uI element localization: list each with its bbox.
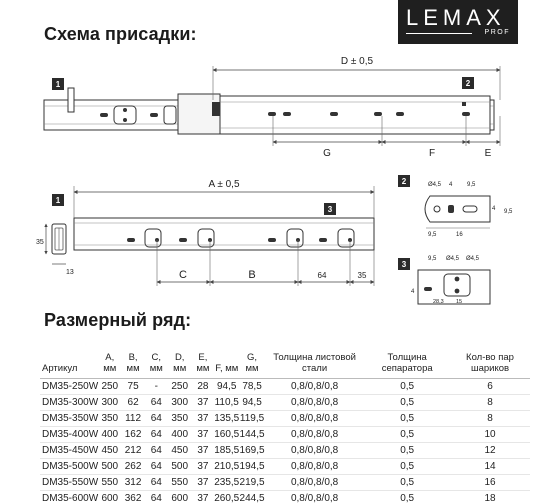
table-cell: 244,5 [239,490,265,504]
table-cell: 194,5 [239,458,265,474]
col-article: Артикул [40,338,98,378]
table-cell: 0,5 [364,394,450,410]
table-cell: 28 [192,378,215,394]
table-cell: 0,8/0,8/0,8 [265,458,365,474]
table-cell: 144,5 [239,426,265,442]
table-cell: 94,5 [239,394,265,410]
d3-dim-1: 9,5 [428,256,437,262]
badge-1-mid-label: 1 [55,196,61,205]
table-cell: 64 [145,442,168,458]
table-cell: 160,5 [214,426,239,442]
table-cell: 235,5 [214,474,239,490]
table-cell: 64 [145,458,168,474]
d3-dim-4: 4 [411,289,415,295]
table-cell: 12 [450,442,530,458]
table-cell: 8 [450,394,530,410]
table-cell: 0,8/0,8/0,8 [265,378,365,394]
logo-sub: PROF [484,29,510,36]
dimension-d [213,56,500,100]
logo-brand: LEMAX [406,5,506,30]
table-cell: 94,5 [214,378,239,394]
table-cell: 250 [168,378,192,394]
table-row [40,426,530,442]
table-cell: 0,5 [364,490,450,504]
badge-2-detail [398,175,410,187]
table-cell: 0,5 [364,474,450,490]
dim-64-label: 64 [317,271,327,280]
dim-d-label: D ± 0,5 [340,56,374,67]
table-cell: 64 [145,426,168,442]
table-cell: 210,5 [214,458,239,474]
assembled-slide [44,88,494,134]
badge-3-detail [398,258,410,270]
table-row [40,442,530,458]
d2-dim-1: Ø4,5 [428,182,442,188]
table-cell: 250 [98,378,121,394]
dim-e-label: E [484,148,492,159]
table-cell: 162 [121,426,144,442]
table-cell: 64 [145,410,168,426]
table-cell: 550 [168,474,192,490]
col-e: E, мм [192,338,215,378]
table-cell: DM35-500W [40,458,98,474]
table-cell: 550 [98,474,121,490]
table-cell: 16 [450,474,530,490]
table-cell: 400 [98,426,121,442]
table-cell: 219,5 [239,474,265,490]
table-cell: 0,5 [364,410,450,426]
col-b: B, мм [121,338,144,378]
table-cell: 112 [121,410,144,426]
table-cell: 119,5 [239,410,265,426]
table-cell: 0,5 [364,442,450,458]
table-cell: 75 [121,378,144,394]
table-cell: - [145,378,168,394]
table-cell: 362 [121,490,144,504]
col-c: C, мм [145,338,168,378]
table-cell: 350 [98,410,121,426]
table-row [40,394,530,410]
col-steel: Толщина листовой стали [265,338,365,378]
d2-dim-2: 4 [449,182,453,188]
d2-dim-3: 9,5 [467,182,476,188]
table-cell: 6 [450,378,530,394]
table-cell: 600 [168,490,192,504]
d3-dim-2: Ø4,5 [446,256,460,262]
table-cell: 110,5 [214,394,239,410]
badge-2-top-label: 2 [465,79,471,88]
detail-2 [425,182,513,238]
table-cell: 37 [192,442,215,458]
table-cell: 0,5 [364,378,450,394]
table-cell: 450 [168,442,192,458]
inner-rail [74,218,374,250]
d3-dim-5: 28,3 [433,299,444,305]
side-profile [36,224,74,276]
table-cell: 64 [145,490,168,504]
badge-3-mid-label: 3 [327,205,333,214]
table-cell: 185,5 [214,442,239,458]
table-row [40,458,530,474]
table-cell: 0,8/0,8/0,8 [265,410,365,426]
table-cell: 400 [168,426,192,442]
table-cell: 18 [450,490,530,504]
d2-dim-5: 9,5 [504,209,513,215]
badge-1-top [52,78,64,90]
table-cell: 64 [145,474,168,490]
d3-dim-6: 15 [456,299,463,305]
table-cell: 0,8/0,8/0,8 [265,442,365,458]
dim-a-label: A ± 0,5 [208,179,240,190]
sizes-heading: Размерный ряд: [44,310,192,330]
badge-1-mid [52,194,64,206]
table-cell: 0,8/0,8/0,8 [265,490,365,504]
table-cell: DM35-450W [40,442,98,458]
table-cell: 37 [192,410,215,426]
table-cell: 300 [98,394,121,410]
col-g: G, мм [239,338,265,378]
d2-dim-4: 4 [492,206,496,212]
table-cell: 0,5 [364,458,450,474]
badge-2-top [462,77,474,89]
badge-2-detail-label: 2 [401,177,407,186]
badge-1-top-label: 1 [55,80,61,89]
table-cell: 14 [450,458,530,474]
table-cell: 37 [192,458,215,474]
table-cell: 0,8/0,8/0,8 [265,474,365,490]
badge-3-mid [324,203,336,215]
table-cell: 10 [450,426,530,442]
col-d: D, мм [168,338,192,378]
col-separator: Толщина сепаратора [364,338,450,378]
table-cell: 0,8/0,8/0,8 [265,426,365,442]
table-cell: 169,5 [239,442,265,458]
table-cell: DM35-300W [40,394,98,410]
table-cell: 0,8/0,8/0,8 [265,394,365,410]
col-a: A, мм [98,338,121,378]
table-cell: DM35-600W [40,490,98,504]
table-cell: 500 [168,458,192,474]
table-cell: DM35-550W [40,474,98,490]
table-cell: 212 [121,442,144,458]
table-cell: DM35-350W [40,410,98,426]
d3-dim-3: Ø4,5 [466,256,480,262]
table-row [40,378,530,394]
dim-b-label: B [248,269,256,281]
side-35-label: 35 [36,239,44,246]
table-cell: 64 [145,394,168,410]
table-cell: 312 [121,474,144,490]
size-table [40,338,530,504]
table-row [40,410,530,426]
table-cell: 8 [450,410,530,426]
dim-g-label: G [323,148,331,159]
table-cell: DM35-250W [40,378,98,394]
table-row [40,490,530,504]
table-cell: 262 [121,458,144,474]
side-13-label: 13 [66,269,74,276]
dim-c-label: C [179,269,187,281]
table-cell: 500 [98,458,121,474]
table-cell: 37 [192,394,215,410]
scheme-heading: Схема присадки: [44,24,197,44]
d2-dim-6: 9,5 [428,232,437,238]
table-row [40,474,530,490]
table-cell: 62 [121,394,144,410]
table-header-row [40,338,530,378]
col-f: F, мм [214,338,239,378]
table-cell: 0,5 [364,426,450,442]
detail-3 [411,256,490,305]
badge-3-detail-label: 3 [401,260,407,269]
table-cell: 135,5 [214,410,239,426]
table-cell: 300 [168,394,192,410]
dim-f-label: F [428,148,436,159]
col-balls: Кол-во пар шариков [450,338,530,378]
table-cell: 37 [192,490,215,504]
d2-dim-7: 16 [456,232,463,238]
table-cell: 78,5 [239,378,265,394]
table-cell: DM35-400W [40,426,98,442]
table-cell: 37 [192,426,215,442]
table-cell: 350 [168,410,192,426]
table-cell: 600 [98,490,121,504]
table-cell: 37 [192,474,215,490]
dim-35-label: 35 [357,271,367,280]
table-cell: 450 [98,442,121,458]
table-cell: 260,5 [214,490,239,504]
